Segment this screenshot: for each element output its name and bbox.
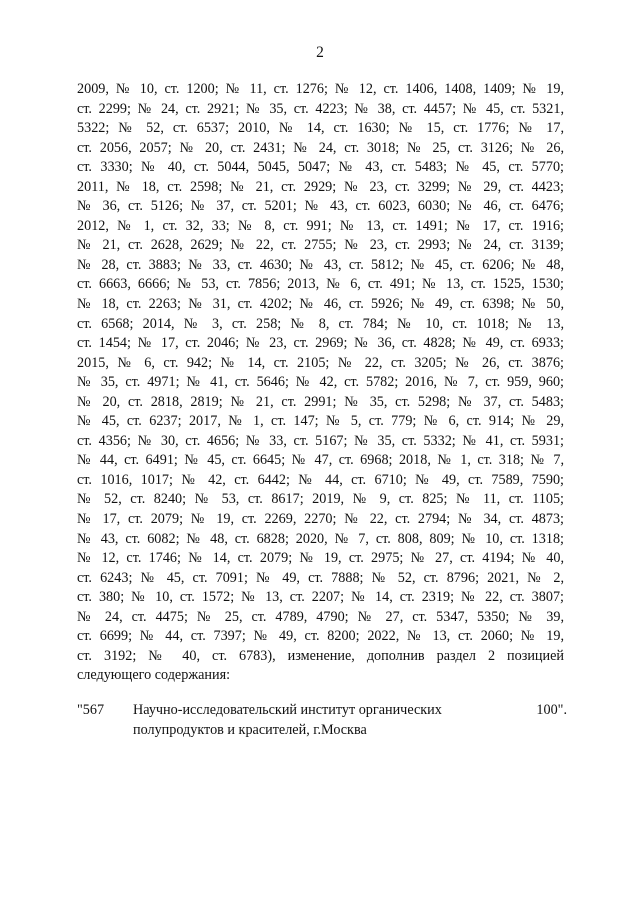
text-line: ст. 6568; 2014, № 3, ст. 258; № 8, ст. 784; № 10, ст. 1018; № 13, bbox=[77, 315, 564, 332]
text-line: № 52, ст. 8240; № 53, ст. 8617; 2019, № 9, ст. 825; № 11, ст. 1105; bbox=[77, 491, 564, 508]
text-line: 2009, № 10, ст. 1200; № 11, ст. 1276; № 12, ст. 1406, 1408, 1409; № 19, bbox=[77, 81, 564, 97]
text-line: 2012, № 1, ст. 32, 33; № 8, ст. 991; № 13, ст. 1491; № 17, ст. 1916; bbox=[77, 217, 564, 234]
text-line: № 36, ст. 5126; № 37, ст. 5201; № 43, ст. 6023, 6030; № 46, ст. 6476; bbox=[77, 198, 564, 215]
text-line: № 45, ст. 6237; 2017, № 1, ст. 147; № 5, ст. 779; № 6, ст. 914; № 29, bbox=[77, 413, 564, 430]
text-line: ст. 2299; № 24, ст. 2921; № 35, ст. 4223; № 38, ст. 4457; № 45, ст. 5321, bbox=[77, 100, 564, 117]
text-line: № 24, ст. 4475; № 25, ст. 4789, 4790; № 27, ст. 5347, 5350; № 39, bbox=[77, 608, 564, 625]
text-line: ст. 3330; № 40, ст. 5044, 5045, 5047; № 43, ст. 5483; № 45, ст. 5770; bbox=[77, 159, 564, 176]
text-line: № 43, ст. 6082; № 48, ст. 6828; 2020, № 7, ст. 808, 809; № 10, ст. 1318; bbox=[77, 530, 564, 547]
text-line: № 35, ст. 4971; № 41, ст. 5646; № 42, ст. 5782; 2016, № 7, ст. 959, 960; bbox=[77, 374, 564, 391]
text-line: ст. 3192; № 40, ст. 6783), изменение, дополнив раздел 2 позицией bbox=[77, 647, 564, 664]
text-line: следующего содержания: bbox=[77, 667, 231, 684]
text-line: № 21, ст. 2628, 2629; № 22, ст. 2755; № 23, ст. 2993; № 24, ст. 3139; bbox=[77, 237, 564, 254]
text-line: № 17, ст. 2079; № 19, ст. 2269, 2270; № 22, ст. 2794; № 34, ст. 4873; bbox=[77, 511, 564, 528]
entry-name bbox=[133, 701, 513, 740]
page-number: 2 bbox=[316, 44, 324, 61]
list-entry bbox=[77, 701, 567, 743]
text-line: 2011, № 18, ст. 2598; № 21, ст. 2929; № 23, ст. 3299; № 29, ст. 4423; bbox=[77, 178, 564, 195]
text-line: № 44, ст. 6491; № 45, ст. 6645; № 47, ст. 6968; 2018, № 1, ст. 318; № 7, bbox=[77, 452, 564, 469]
text-line: № 18, ст. 2263; № 31, ст. 4202; № 46, ст. 5926; № 49, ст. 6398; № 50, bbox=[77, 296, 564, 313]
text-line: ст. 1454; № 17, ст. 2046; № 23, ст. 2969; № 36, ст. 4828; № 49, ст. 6933; bbox=[77, 335, 564, 352]
text-line: ст. 6663, 6666; № 53, ст. 7856; 2013, № 6, ст. 491; № 13, ст. 1525, 1530; bbox=[77, 276, 564, 293]
entry-code: "567 bbox=[77, 702, 105, 718]
entry-value: 100". bbox=[536, 702, 567, 718]
text-line: ст. 380; № 10, ст. 1572; № 13, ст. 2207; № 14, ст. 2319; № 22, ст. 3807; bbox=[77, 589, 564, 606]
entry-name-line: Научно-исследовательский институт органических bbox=[133, 702, 442, 718]
text-line: ст. 2056, 2057; № 20, ст. 2431; № 24, ст. 3018; № 25, ст. 3126; № 26, bbox=[77, 139, 564, 156]
document-body bbox=[77, 80, 564, 686]
text-line: № 28, ст. 3883; № 33, ст. 4630; № 43, ст. 5812; № 45, ст. 6206; № 48, bbox=[77, 256, 564, 273]
text-line: № 20, ст. 2818, 2819; № 21, ст. 2991; № 35, ст. 5298; № 37, ст. 5483; bbox=[77, 393, 564, 410]
entry-name-line: полупродуктов и красителей, г.Москва bbox=[133, 721, 367, 738]
text-line: 2015, № 6, ст. 942; № 14, ст. 2105; № 22, ст. 3205; № 26, ст. 3876; bbox=[77, 354, 564, 371]
text-line: 5322; № 52, ст. 6537; 2010, № 14, ст. 1630; № 15, ст. 1776; № 17, bbox=[77, 120, 564, 137]
text-line: № 12, ст. 1746; № 14, ст. 2079; № 19, ст. 2975; № 27, ст. 4194; № 40, bbox=[77, 550, 564, 567]
text-line: ст. 4356; № 30, ст. 4656; № 33, ст. 5167; № 35, ст. 5332; № 41, ст. 5931; bbox=[77, 432, 564, 449]
text-line: ст. 6699; № 44, ст. 7397; № 49, ст. 8200; 2022, № 13, ст. 2060; № 19, bbox=[77, 628, 564, 645]
text-line: ст. 1016, 1017; № 42, ст. 6442; № 44, ст. 6710; № 49, ст. 7589, 7590; bbox=[77, 471, 564, 488]
text-line: ст. 6243; № 45, ст. 7091; № 49, ст. 7888; № 52, ст. 8796; 2021, № 2, bbox=[77, 569, 564, 586]
